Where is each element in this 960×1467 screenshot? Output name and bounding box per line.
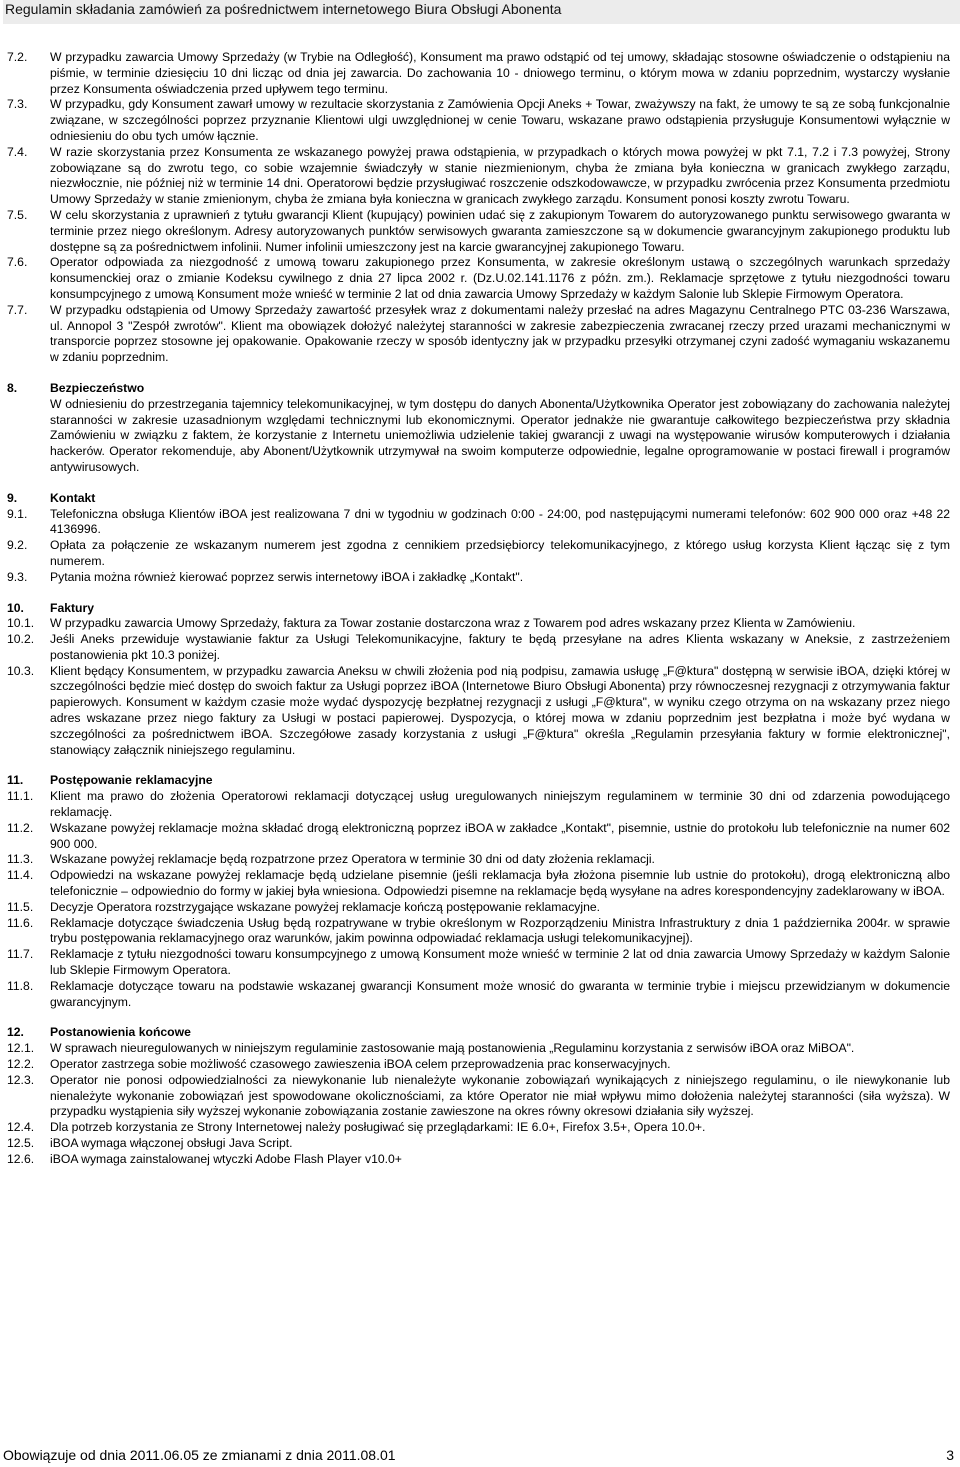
clause-number: 12.6.	[7, 1151, 35, 1166]
clause-text: Jeśli Aneks przewiduje wystawianie faktur za Usługi Telekomunikacyjne, faktury te będą przesyłane na adres Klienta wskazany w Aneksie, z zastrzeżeniem postanowienia pkt 10.3 poniżej.	[50, 632, 950, 662]
clause-number: 12.4.	[7, 1120, 35, 1135]
clause-7-7	[7, 303, 950, 366]
clause-text: Reklamacje z tytułu niezgodności towaru konsumpcyjnego z umową Konsument może wnieść w terminie 2 lat od dnia zawarcia Umowy Sprzedaży w każdym Salonie lub Sklepie Firmowym Operatora.	[50, 947, 950, 978]
clause-7-5	[7, 208, 950, 255]
section-title: Postępowanie reklamacyjne	[50, 773, 213, 788]
clause-12-3	[7, 1073, 950, 1120]
footer-validity-text: Obowiązuje od dnia 2011.06.05 ze zmianami z dnia 2011.08.01	[3, 1447, 396, 1463]
clause-number: 11.1.	[7, 789, 34, 804]
section-title: Bezpieczeństwo	[50, 380, 145, 395]
clause-number: 11.8.	[7, 978, 34, 993]
clause-text: iBOA wymaga włączonej obsługi Java Script.	[50, 1136, 293, 1150]
clause-number: 11.3.	[7, 852, 34, 867]
section-heading	[7, 601, 950, 617]
clause-number: 12.2.	[7, 1057, 35, 1072]
section-number: 11.	[7, 773, 24, 788]
section-12	[7, 1025, 950, 1167]
section-body: W odniesieniu do przestrzegania tajemnicy telekomunikacyjnej, w tym dostępu do danych Abonenta/Użytkownika Operator jest zobowiązany do zachowania należytej staranności w zakresie uzasadnionym względami technicznymi lub ekonomicznymi. Operator jednakże nie gwarantuje całkowitego bezpieczeństwa przy składnia Zamówieniu w związku z faktem, że korzystanie z Internetu uniemożliwia udzielenie takiej gwarancji z uwagi na występowanie wirusów komputerowych i działania hackerów. Operator rekomenduje, aby Abonent/Użytkownik utrzymywał na swoim komputerze odpowiednie, legalne oprogramowanie w postaci firewall i programów antywirusowych.	[50, 396, 950, 474]
clause-10-1	[7, 616, 950, 632]
section-number: 8.	[7, 380, 18, 395]
clause-9-2	[7, 538, 950, 570]
section-heading	[7, 773, 950, 789]
section-number: 10.	[7, 600, 24, 615]
clause-11-6	[7, 916, 950, 948]
clause-number: 9.3.	[7, 569, 28, 584]
section-9	[7, 491, 950, 586]
clause-11-7	[7, 947, 950, 979]
clause-text: Reklamacje dotyczące towaru na podstawie wskazanej gwarancji Konsument może wnosić do gwaranta w terminie trybie i miejscu przewidzianym w dokumencie gwarancyjnym.	[50, 978, 950, 1009]
clause-11-2	[7, 821, 950, 853]
clause-number: 11.5.	[7, 899, 34, 914]
clause-text: Odpowiedzi na wskazane powyżej reklamacje będą udzielane pisemnie (jeśli reklamacja była złożona pisemnie lub ustnie do protokołu), drogą elektroniczną albo telefonicznie – odpowiednio do formy w jakiej była wniesiona. Odpowiedzi pisemne na reklamacje będą wysyłane na adres korespondencyjny zadeklarowany w iBOA.	[50, 868, 950, 899]
clause-text: W razie skorzystania przez Konsumenta ze wskazanego powyżej prawa odstąpienia, w przypadkach o których mowa powyżej w pkt 7.1, 7.2 i 7.3 powyżej, Strony zobowiązane są do zwrotu tego, co sobie wzajemnie świadczyły w stanie niezmienionym, chyba że zmiana była konieczna w granicach zwykłego zarządu, niezwłocznie, nie później niż w terminie 14 dni. Operatorowi będzie przysługiwać roszczenie odszkodowawcze, w przypadku zwrócenia przez Konsumenta przedmiotu Umowy Sprzedaży w stanie zmienionym, chyba że zmiana była konieczna w granicach zwykłego zarządu. Konsument ponosi koszty zwrotu Towaru.	[50, 144, 950, 207]
section-10	[7, 601, 950, 759]
clause-7-3	[7, 97, 950, 144]
section-heading	[7, 381, 950, 397]
clause-12-2	[7, 1057, 950, 1073]
header-title: Regulamin składania zamówień za pośrednictwem internetowego Biura Obsługi Abonenta	[5, 1, 562, 17]
clause-number: 7.4.	[7, 144, 28, 159]
section-7-items	[7, 50, 950, 366]
clause-text: iBOA wymaga zainstalowanej wtyczki Adobe Flash Player v10.0+	[50, 1151, 402, 1166]
section-number: 9.	[7, 490, 18, 505]
clause-text: W sprawach nieuregulowanych w niniejszym regulaminie zastosowanie mają postanowienia „Regulaminu korzystania z serwisów iBOA oraz MiBOA".	[50, 1041, 855, 1056]
clause-number: 11.2.	[7, 820, 34, 835]
clause-12-5	[7, 1136, 950, 1152]
clause-text: Wskazane powyżej reklamacje można składać drogą elektroniczną poprzez iBOA w zakładce „Kontakt", pisemnie, ustnie do protokołu lub telefonicznie na numer 602 900 000.	[50, 820, 950, 851]
clause-text: Operator nie ponosi odpowiedzialności za niewykonanie lub nienależyte wykonanie zobowiązań wynikających z niniejszego regulaminu, o ile niewykonanie lub nienależyte wykonanie zobowiązań jest spowodowane okolicznościami, za które Operator nie miał wpływu mimo dołożenia należytej staranności (siła wyższa). W przypadku wystąpienia siły wyższej wykonanie zobowiązania zostanie zawieszone na okres równy okresowi działania siły wyższej.	[50, 1072, 950, 1119]
clause-text: Klient będący Konsumentem, w przypadku zawarcia Aneksu w chwili złożenia pod nią podpisu, zamawia usługę „F@ktura" dostępną w serwisie iBOA, dzięki której w szczególności będzie mieć dostęp do swoich faktur za Usługi poprzez iBOA (Internetowe Biuro Obsługi Abonenta) przy równoczesnej rezygnacji z otrzymywania faktur papierowych. Konsument w każdym czasie może wydać dyspozycję bezpłatnej rezygnacji z usługi „F@ktura", w wyniku czego otrzyma on na wskazany przez niego adres wskazane przez niego faktury za Usługi w postaci papierowej. Dyspozycja, o której mowa w zdaniu poprzednim jest bezpłatna i może być wydana w szczególności za pośrednictwem iBOA. Szczegółowe zasady korzystania z usługi „F@ktura" określa „Regulamin przesyłania faktury w formie elektronicznej", stanowiący załącznik niniejszego regulaminu.	[50, 663, 950, 757]
page-footer	[3, 1442, 960, 1467]
clause-number: 9.1.	[7, 506, 28, 521]
clause-text: W przypadku, gdy Konsument zawarł umowy w rezultacie skorzystania z Zamówienia Opcji Aneks + Towar, zważywszy na fakt, że umowy te są ze sobą funkcjonalnie związane, w szczególności poprzez przyznanie Klientowi ulgi uwzględnionej w cenie Towaru, wskazane prawo odstąpienia przysługuje Konsumentowi wyłącznie w odniesieniu do obu tych umów łącznie.	[50, 97, 950, 143]
clause-text: Reklamacje dotyczące świadczenia Usług będą rozpatrywane w trybie określonym w Rozporządzeniu Ministra Infrastruktury z dnia 1 października 2004r. w sprawie trybu postępowania reklamacyjnego oraz warunków, jakim powinna odpowiadać reklamacja usługi telekomunikacyjnej).	[50, 915, 950, 946]
clause-10-2	[7, 632, 950, 664]
clause-number: 11.4.	[7, 868, 34, 883]
clause-text: W przypadku zawarcia Umowy Sprzedaży, faktura za Towar zostanie dostarczona wraz z Towarem pod adres wskazany przez Klienta w Zamówieniu.	[50, 616, 856, 631]
clause-12-1	[7, 1041, 950, 1057]
clause-number: 12.3.	[7, 1072, 35, 1087]
clause-text: W przypadku odstąpienia od Umowy Sprzedaży zawartość przesyłek wraz z dokumentami należy przesłać na adres Magazynu Centralnego PTC 03-236 Warszawa, ul. Annopol 3 "Zespół zwrotów". Klient ma obowiązek dołożyć należytej staranności w zakresie zabezpieczenia zwracanej rzeczy przed urazami mechanicznymi w transporcie poprzez stosowne jej opakowanie. Opakowanie rzeczy w sposób identyczny jak w przypadku przesyłki otrzymanej czyni zadość wymaganiu wskazanemu w zdaniu poprzednim.	[50, 302, 950, 365]
section-heading	[7, 491, 950, 507]
clause-text: Opłata za połączenie ze wskazanym numerem jest zgodna z cennikiem przedsiębiorcy telekomunikacyjnego, z którego usług korzysta Klient łącząc się z tym numerem.	[50, 538, 950, 568]
clause-number: 10.3.	[7, 663, 35, 678]
clause-11-4	[7, 868, 950, 900]
section-title: Postanowienia końcowe	[50, 1025, 191, 1040]
clause-text: Wskazane powyżej reklamacje będą rozpatrzone przez Operatora w terminie 30 dni od daty złożenia reklamacji.	[50, 852, 655, 867]
clause-number: 7.7.	[7, 302, 28, 317]
page-number: 3	[946, 1447, 954, 1463]
clause-number: 7.2.	[7, 50, 28, 64]
document-body	[7, 50, 950, 1168]
clause-text: Pytania można również kierować poprzez serwis internetowy iBOA i zakładkę „Kontakt".	[50, 569, 524, 584]
clause-12-4	[7, 1120, 950, 1136]
clause-text: Operator zastrzega sobie możliwość czasowego zawieszenia iBOA celem przeprowadzenia prac konserwacyjnych.	[50, 1057, 671, 1072]
section-title: Kontakt	[50, 490, 96, 505]
section-title: Faktury	[50, 600, 95, 615]
clause-text: Decyzje Operatora rozstrzygające wskazane powyżej reklamacje kończą postępowanie reklamacyjne.	[50, 899, 601, 914]
clause-9-3	[7, 570, 950, 586]
clause-text: W przypadku zawarcia Umowy Sprzedaży (w Trybie na Odległość), Konsument ma prawo odstąpić od tej umowy, składając stosowne oświadczenie o odstąpieniu na piśmie, w terminie dziesięciu 10 dni licząc od dnia jej zawarcia. Do zachowania 10 - dniowego terminu, o którym mowa w zdaniu poprzednim, wystarczy wysłanie przez Konsumenta oświadczenia przed upływem tego terminu.	[50, 50, 950, 96]
clause-number: 9.2.	[7, 538, 28, 553]
section-heading	[7, 1025, 950, 1041]
clause-7-2	[7, 50, 950, 97]
clause-number: 7.3.	[7, 97, 28, 112]
clause-12-6	[7, 1152, 950, 1168]
clause-number: 12.1.	[7, 1041, 35, 1056]
clause-text: W celu skorzystania z uprawnień z tytułu gwarancji Klient (kupujący) powinien udać się z zakupionym Towarem do autoryzowanego punktu serwisowego gwaranta w terminie przez niego określonym. Adresy autoryzowanych punktów serwisowych gwaranta zamieszczone są w dokumencie gwarancyjnym zakupionego produktu lub dostępne są za pośrednictwem infolinii. Numer infolinii umieszczony jest na karcie gwarancyjnej zakupionego Towaru.	[50, 207, 950, 254]
page-header	[3, 0, 960, 24]
clause-7-4	[7, 145, 950, 208]
clause-number: 7.5.	[7, 207, 28, 222]
clause-number: 7.6.	[7, 255, 28, 270]
clause-text: Dla potrzeb korzystania ze Strony Internetowej należy posługiwać się przeglądarkami: IE 6.0+, Firefox 3.5+, Opera 10.0+.	[50, 1120, 706, 1135]
clause-number: 10.2.	[7, 632, 35, 647]
clause-11-3	[7, 852, 950, 868]
clause-number: 12.5.	[7, 1136, 35, 1150]
clause-11-8	[7, 979, 950, 1011]
clause-10-3	[7, 664, 950, 759]
section-number: 12.	[7, 1025, 24, 1040]
clause-text: Telefoniczna obsługa Klientów iBOA jest realizowana 7 dni w tygodniu w godzinach 0:00 - 24:00, pod następującymi numerami telefonów: 602 900 000 oraz +48 22 4136996.	[50, 506, 950, 537]
clause-11-5	[7, 900, 950, 916]
clause-text: Klient ma prawo do złożenia Operatorowi reklamacji dotyczącej usług uregulowanych niniejszym regulaminem w terminie 30 dni od zdarzenia powodującego reklamację.	[50, 789, 950, 820]
clause-number: 11.7.	[7, 947, 34, 962]
clause-number: 11.6.	[7, 915, 34, 930]
clause-11-1	[7, 789, 950, 821]
section-8	[7, 381, 950, 476]
section-11	[7, 773, 950, 1010]
clause-9-1	[7, 507, 950, 539]
clause-text: Operator odpowiada za niezgodność z umową towaru zakupionego przez Konsumenta, w zakresie określonym ustawą o szczególnych warunkach sprzedaży konsumenckiej oraz o zmianie Kodeksu cywilnego z dnia 27 lipca 2002 r. (Dz.U.02.141.1176 z późn. zm.). Reklamacje sprzętowe z tytułu niezgodności towaru konsumpcyjnego z umową Konsument może wnieść w terminie 2 lat od dnia zawarcia Umowy Sprzedaży w każdym Salonie lub Sklepie Firmowym Operatora.	[50, 255, 950, 301]
sections-list	[7, 381, 950, 1168]
clause-number: 10.1.	[7, 616, 35, 631]
clause-7-6	[7, 255, 950, 302]
